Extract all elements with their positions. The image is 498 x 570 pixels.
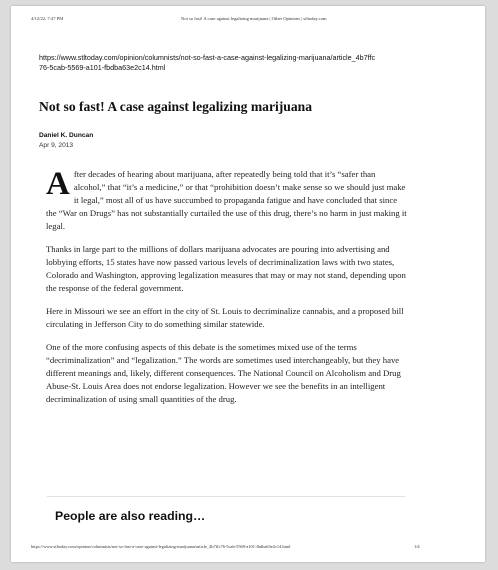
article-date: Apr 9, 2013 (39, 142, 74, 149)
print-footer-url: https://www.stltoday.com/opinion/columnists/not-so-fast-a-case-against-legalizing-marijuana/article_4b7ffc76-5cab-5569-a101-fbdba63e2c14.html (31, 544, 291, 549)
document-page (11, 6, 485, 562)
article-author[interactable]: Daniel K. Duncan (39, 132, 94, 139)
print-datetime: 4/12/22, 7:47 PM (31, 16, 64, 21)
article-body (46, 168, 408, 416)
drop-cap: A (46, 166, 70, 202)
article-url[interactable]: https://www.stltoday.com/opinion/columnists/not-so-fast-a-case-against-legalizing-marijuana/article_4b7ffc76-5cab-5569-a101-fbdba63e2c14.html (39, 53, 376, 72)
article-title: Not so fast! A case against legalizing marijuana (39, 99, 312, 114)
print-page-number: 1/4 (414, 544, 420, 549)
also-reading-heading: People are also reading… (55, 509, 206, 523)
print-page-title: Not so fast! A case against legalizing marijuana | Other Opinions | stltoday.com (181, 16, 327, 21)
section-divider (47, 496, 405, 497)
print-header (31, 16, 465, 24)
paragraph-4: One of the more confusing aspects of this debate is the sometimes mixed use of the terms “decriminalization” and “legalization.” The words are sometimes used interchangeably, but they have different meanings and, likely, different consequences. The National Council on Alcoholism and Drug Abuse-St. Louis Area does not endorse legalization. However we see the benefits in an intelligent decriminalization of using small quantities of the drug. (46, 341, 401, 405)
paragraph-3: Here in Missouri we see an effort in the city of St. Louis to decriminalize cannabis, and a proposed bill circulating in Jefferson City to do something similar statewide. (46, 306, 404, 330)
paragraph-1-text: fter decades of hearing about marijuana, after repeatedly being told that it’s “safer than alcohol,” that “it’s a medicine,” or that “prohibition doesn’t make sense so we should just make it legal,” most all of us have succumbed to propaganda fatigue and have concluded that since the “War on Drugs” has not substantially curtailed the use of this drug, there’s no harm in just making it legal. (46, 169, 407, 232)
paragraph-1 (46, 168, 408, 233)
paragraph-2: Thanks in large part to the millions of dollars marijuana advocates are pouring into advertising and lobbying efforts, 15 states have now passed various levels of decriminalization laws with two states, Colorado and Washington, approving legalization measures that may or may not stand, depending upon the response of the federal government. (46, 244, 406, 294)
